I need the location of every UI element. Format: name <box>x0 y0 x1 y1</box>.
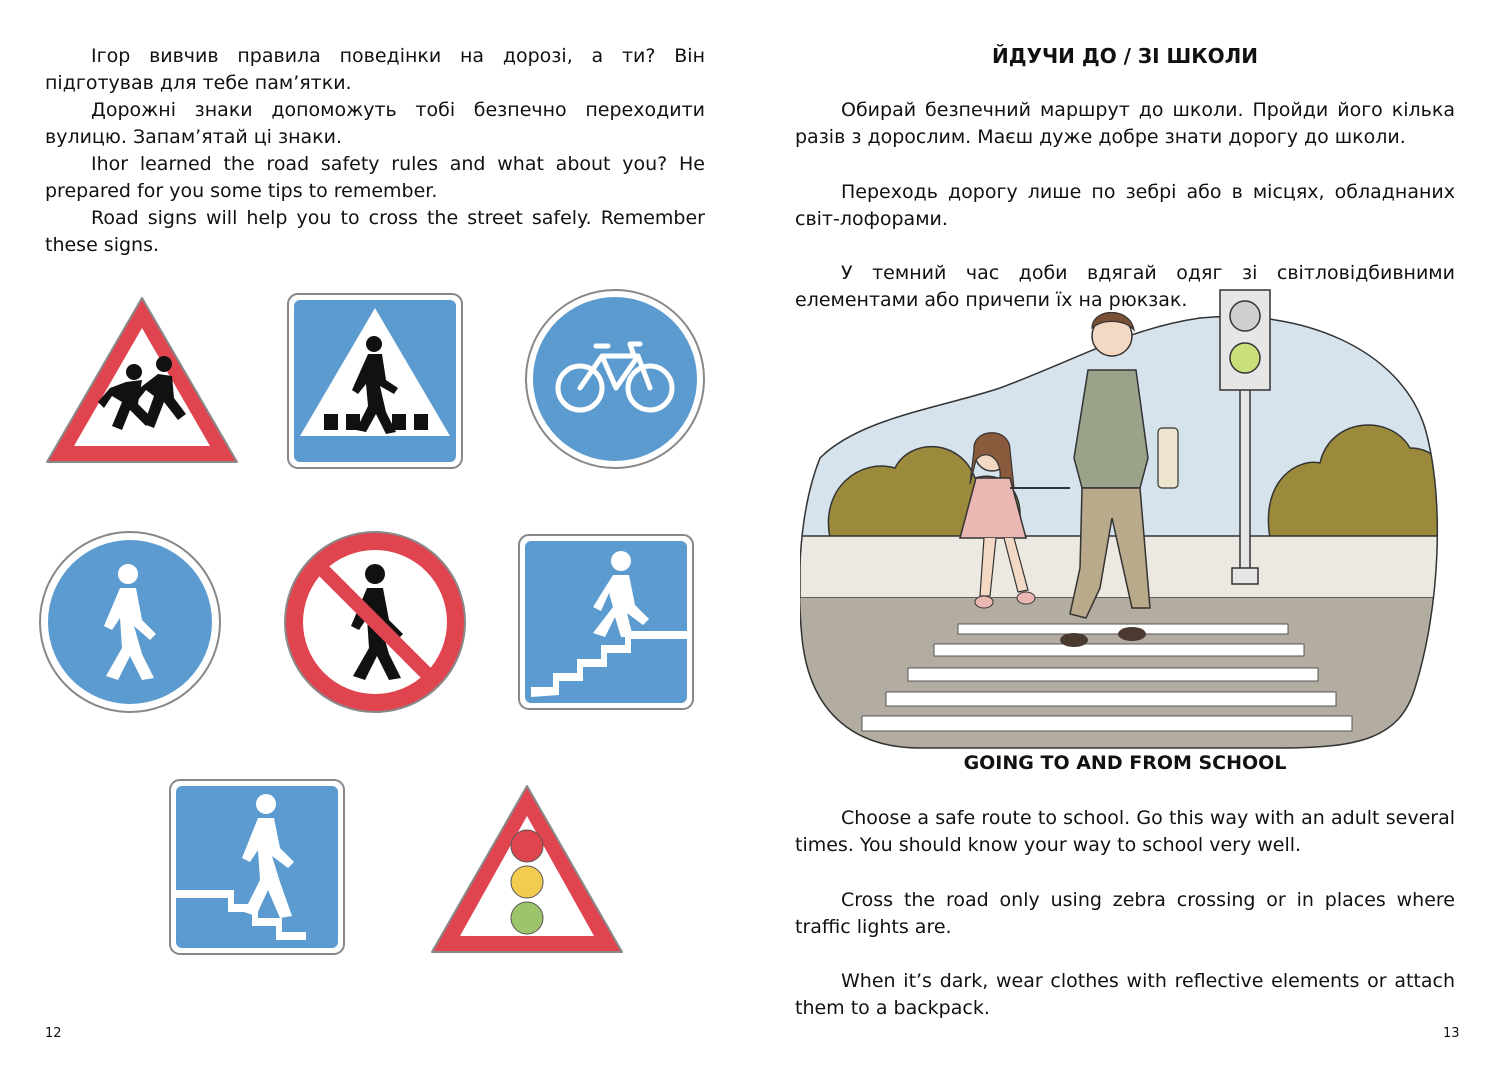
paragraph-uk-crossing: Переходь дорогу лише по зебрі або в місцях, обладнаних світ-лофорами. <box>795 181 1455 230</box>
paragraph-en-1: Ihor learned the road safety rules and what about you? He prepared for you some tips to remember. <box>45 153 705 202</box>
paragraph-uk-route: Обирай безпечний маршрут до школи. Пройди його кілька разів з дорослим. Маєш дуже добре знати дорогу до школи. <box>795 99 1455 148</box>
bicycle-path-sign-icon <box>524 288 706 470</box>
traffic-lights-warning-sign-icon <box>428 782 626 958</box>
children-warning-sign-icon <box>42 292 242 470</box>
page-title: ЙДУЧИ ДО / ЗІ ШКОЛИ <box>992 44 1258 68</box>
pedestrian-path-sign-icon <box>38 530 222 714</box>
underground-crossing-sign-icon <box>517 533 695 711</box>
paragraph-en-route: Choose a safe route to school. Go this way with an adult several times. You should know your way to school very well. <box>795 807 1455 856</box>
no-pedestrians-sign-icon <box>283 530 467 714</box>
right-page <box>750 0 1500 1072</box>
paragraph-en-crossing: Cross the road only using zebra crossing or in places where traffic lights are. <box>795 889 1455 938</box>
pedestrian-crossing-sign-icon <box>286 292 464 470</box>
paragraph-uk-1: Ігор вивчив правила поведінки на дорозі, а ти? Він підготував для тебе пам’ятки. <box>45 45 705 94</box>
paragraph-uk-dark: У темний час доби вдягай одяг зі світловідбивними елементами або причепи їх на рюкзак. <box>795 262 1455 311</box>
paragraph-en-dark: When it’s dark, wear clothes with reflective elements or attach them to a backpack. <box>795 970 1455 1019</box>
illustration-caption: GOING TO AND FROM SCHOOL <box>963 752 1287 774</box>
paragraph-en-2: Road signs will help you to cross the street safely. Remember these signs. <box>45 207 705 256</box>
page-number-right: 13 <box>1443 1026 1460 1041</box>
page-number-left: 12 <box>45 1026 62 1041</box>
underground-crossing-down-sign-icon <box>168 778 346 956</box>
paragraph-uk-2: Дорожні знаки допоможуть тобі безпечно переходити вулицю. Запам’ятай ці знаки. <box>45 99 705 148</box>
parent-child-crossing-illustration-icon <box>800 288 1445 750</box>
